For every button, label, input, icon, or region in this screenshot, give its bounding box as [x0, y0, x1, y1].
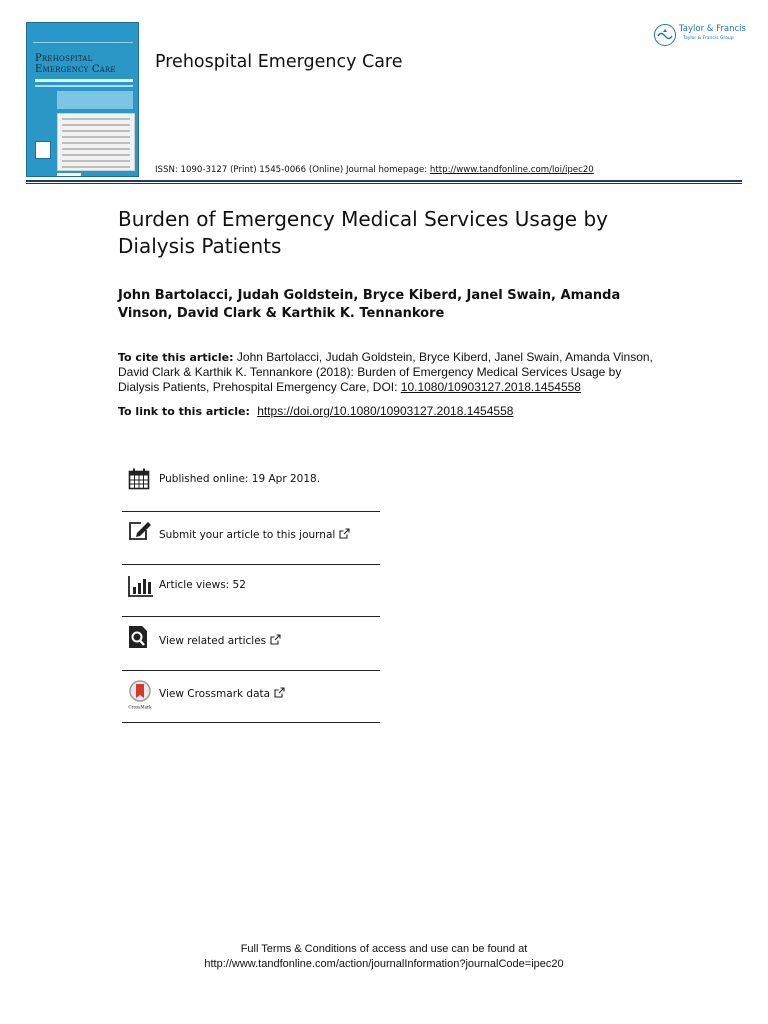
crossmark-icon: [128, 680, 154, 714]
crossmark-caption: CrossMark: [128, 704, 152, 710]
submit-article-link[interactable]: [159, 528, 350, 542]
citation-label: To cite this article:: [118, 351, 234, 364]
crossmark-link[interactable]: [159, 687, 285, 701]
publisher-name: Taylor & Francis: [679, 24, 746, 34]
edit-icon: [128, 520, 152, 546]
issn-text: ISSN: 1090-3127 (Print) 1545-0066 (Online) Journal homepage:: [155, 165, 430, 175]
submit-article-row[interactable]: [122, 512, 380, 565]
cover-band: [35, 85, 133, 87]
cover-contents-page: [57, 113, 135, 171]
taylor-francis-emblem-icon: [654, 24, 676, 46]
header-rule: [26, 180, 742, 182]
cover-top-rule: [33, 29, 133, 43]
published-online-text: Published online: 19 Apr 2018.: [159, 473, 321, 485]
article-views-row: [122, 565, 380, 617]
cover-side-logo: [35, 141, 51, 159]
cover-title-line2: Emergency Care: [35, 64, 116, 75]
external-link-icon: [270, 634, 281, 648]
terms-text: Full Terms & Conditions of access and use can be found at: [240, 943, 528, 955]
journal-title[interactable]: Prehospital Emergency Care: [155, 52, 403, 72]
external-link-icon: [339, 528, 350, 542]
cover-band: [57, 91, 133, 109]
bar-chart-icon: [128, 575, 154, 601]
journal-cover-image: [26, 22, 139, 177]
related-articles-text: View related articles: [159, 635, 267, 647]
submit-article-text: Submit your article to this journal: [159, 529, 336, 541]
publisher-logo: [654, 22, 746, 48]
external-link-icon: [274, 687, 285, 701]
article-info-list: [122, 456, 380, 723]
crossmark-text: View Crossmark data: [159, 688, 271, 700]
terms-url[interactable]: http://www.tandfonline.com/action/journalInformation?journalCode=ipec20: [204, 958, 564, 970]
related-articles-row[interactable]: [122, 617, 380, 671]
cover-footer-mark: [57, 173, 81, 176]
article-views-text: Article views: 52: [159, 579, 246, 591]
calendar-icon: [128, 468, 150, 494]
terms-footer: [0, 942, 768, 972]
crossmark-row[interactable]: [122, 671, 380, 723]
search-document-icon: [128, 625, 150, 653]
citation-block: [118, 350, 663, 395]
cover-band: [35, 79, 133, 82]
article-authors: John Bartolacci, Judah Goldstein, Bryce Kiberd, Janel Swain, Amanda Vinson, David Clark & Karthik K. Tennankore: [118, 288, 621, 321]
article-doi-url[interactable]: https://doi.org/10.1080/10903127.2018.1454558: [257, 404, 514, 418]
related-articles-link[interactable]: [159, 634, 281, 648]
article-link-label: To link to this article:: [118, 405, 250, 418]
published-online-row: [122, 456, 380, 512]
cover-title-line1: Prehospital: [35, 53, 93, 64]
doi-link[interactable]: 10.1080/10903127.2018.1454558: [400, 380, 581, 394]
article-link-line: [118, 404, 678, 418]
citation-text: John Bartolacci, Judah Goldstein, Bryce Kiberd, Janel Swain, Amanda Vinson, David Clark & Karthik K. Tennankore (2018): Burden of Emergency Medical Services Usage by Dialysis Patients, Prehospital Emergency Care, DOI:: [118, 350, 653, 394]
cover-title: [35, 53, 139, 75]
issn-line: [155, 165, 594, 175]
journal-homepage-link[interactable]: http://www.tandfonline.com/loi/ipec20: [429, 165, 594, 175]
article-title: Burden of Emergency Medical Services Usage by Dialysis Patients: [118, 207, 608, 258]
publisher-group: Taylor & Francis Group: [683, 36, 734, 41]
header-rule-thin: [26, 183, 742, 184]
